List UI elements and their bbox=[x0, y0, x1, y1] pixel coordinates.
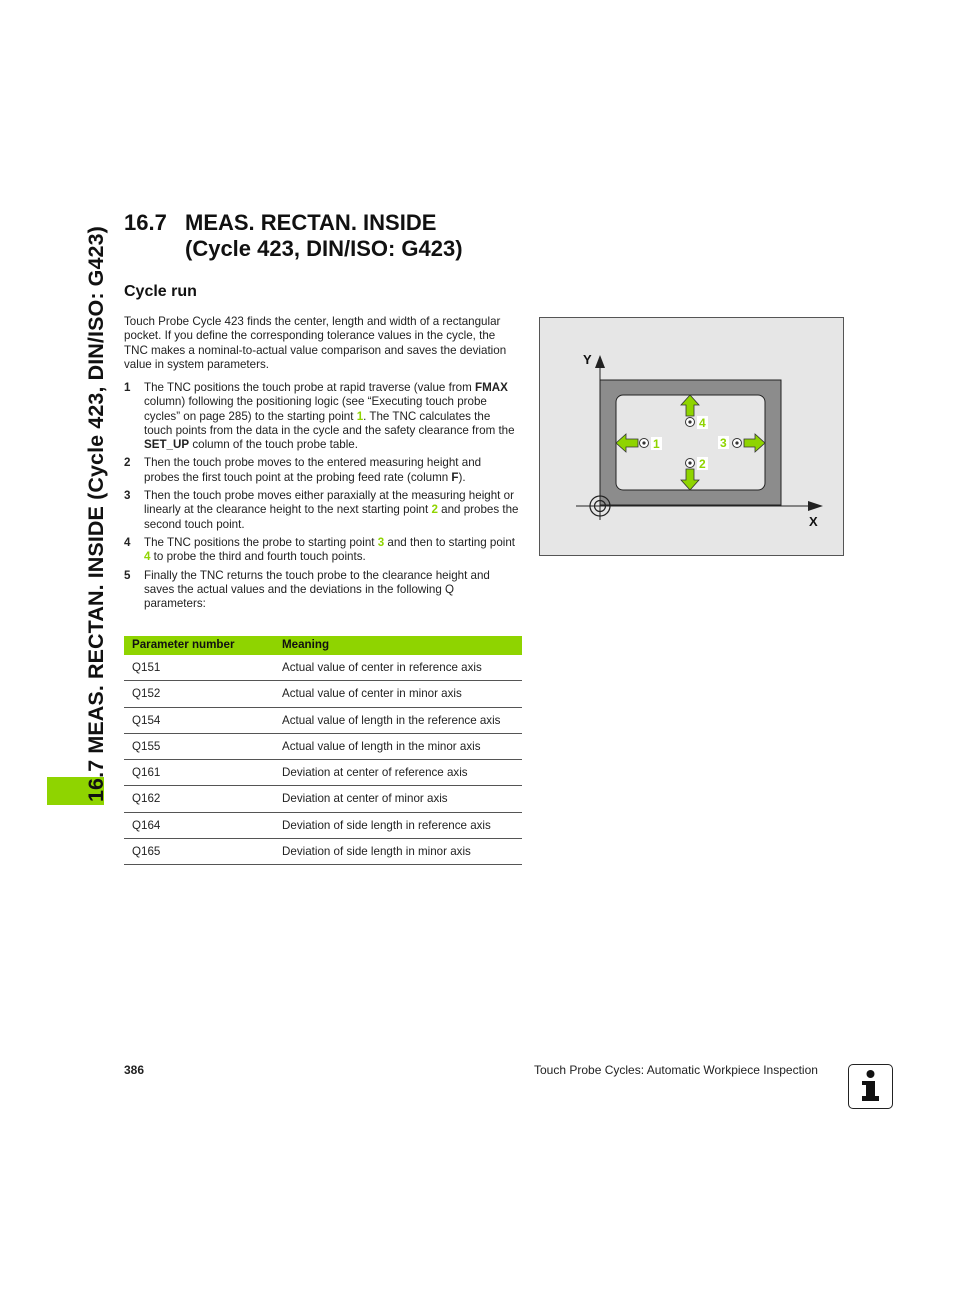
step-number: 5 bbox=[124, 568, 131, 582]
param-cell: Q162 bbox=[124, 786, 274, 812]
page-number: 386 bbox=[124, 1063, 145, 1077]
meaning-cell: Deviation of side length in minor axis bbox=[274, 839, 522, 865]
step-text: The TNC positions the probe to starting point bbox=[144, 535, 378, 549]
point-label-2: 2 bbox=[699, 457, 706, 471]
column-header-meaning: Meaning bbox=[274, 636, 522, 655]
step-point-ref: 3 bbox=[377, 535, 385, 549]
table-row bbox=[124, 733, 522, 759]
step-text: column of the touch probe table. bbox=[189, 438, 358, 452]
step-number: 4 bbox=[124, 535, 131, 549]
table-header-row bbox=[124, 636, 522, 655]
title-line-2: (Cycle 423, DIN/ISO: G423) bbox=[185, 236, 463, 261]
step-text: and probes the second touch point. bbox=[144, 503, 519, 531]
step-text: Then the touch probe moves to the entered measuring height and probes the first touch point at the probing feed rate (column bbox=[144, 456, 482, 484]
cycle-diagram bbox=[539, 317, 844, 556]
meaning-cell: Actual value of length in the minor axis bbox=[274, 733, 522, 759]
param-cell: Q155 bbox=[124, 733, 274, 759]
table-row bbox=[124, 707, 522, 733]
step-item bbox=[124, 536, 519, 565]
step-bold: FMAX bbox=[475, 381, 508, 394]
step-item bbox=[124, 489, 519, 532]
section-title bbox=[124, 210, 463, 262]
meaning-cell: Deviation of side length in reference axis bbox=[274, 812, 522, 838]
param-cell: Q165 bbox=[124, 839, 274, 865]
meaning-cell: Deviation at center of minor axis bbox=[274, 786, 522, 812]
x-axis-arrow bbox=[808, 501, 823, 511]
meaning-cell: Deviation at center of reference axis bbox=[274, 760, 522, 786]
step-text: . The TNC calculates the touch points from the data in the cycle and the safety clearance from the bbox=[144, 409, 515, 437]
param-cell: Q152 bbox=[124, 681, 274, 707]
table-row bbox=[124, 655, 522, 681]
step-text: Then the touch probe moves either paraxially at the measuring height or linearly at the clearance height to the next starting point bbox=[144, 489, 514, 517]
step-point-ref: 4 bbox=[144, 550, 151, 564]
subheading: Cycle run bbox=[124, 283, 197, 300]
x-axis-label: X bbox=[809, 514, 818, 529]
side-tab-text: 16.7 MEAS. RECTAN. INSIDE (Cycle 423, DIN/ISO: G423) bbox=[84, 226, 108, 802]
point-label-4: 4 bbox=[699, 416, 706, 430]
step-item bbox=[124, 381, 519, 452]
touch-point-marker bbox=[733, 439, 742, 448]
step-text: and then to starting point bbox=[384, 535, 516, 549]
step-text: column) following the positioning logic (see “Executing touch probe cycles” on page 285) to the starting point bbox=[144, 395, 487, 423]
parameter-table bbox=[124, 636, 522, 865]
point-label-1: 1 bbox=[653, 437, 660, 451]
step-point-ref: 1 bbox=[356, 409, 364, 423]
param-cell: Q151 bbox=[124, 655, 274, 681]
meaning-cell: Actual value of length in the reference axis bbox=[274, 707, 522, 733]
meaning-cell: Actual value of center in reference axis bbox=[274, 655, 522, 681]
table-row bbox=[124, 681, 522, 707]
diagram-svg bbox=[540, 318, 843, 555]
title-line-1: MEAS. RECTAN. INSIDE bbox=[185, 210, 437, 235]
step-bold: F bbox=[451, 470, 459, 484]
touch-point-marker bbox=[686, 418, 695, 427]
y-axis-arrow bbox=[595, 355, 605, 368]
meaning-cell: Actual value of center in minor axis bbox=[274, 681, 522, 707]
y-axis-label: Y bbox=[583, 352, 592, 367]
touch-point-marker bbox=[686, 459, 695, 468]
step-text: to probe the third and fourth touch points. bbox=[150, 550, 366, 564]
footer-chapter-title: Touch Probe Cycles: Automatic Workpiece Inspection bbox=[534, 1063, 818, 1077]
step-point-ref: 2 bbox=[431, 503, 438, 517]
step-number: 1 bbox=[124, 381, 131, 394]
intro-paragraph: Touch Probe Cycle 423 finds the center, length and width of a rectangular pocket. If you define the corresponding tolerance values in the cycle, the TNC makes a nominal-to-actual value comparison and saves the deviation value in system parameters. bbox=[124, 315, 507, 371]
step-item bbox=[124, 456, 519, 485]
step-text: Finally the TNC returns the touch probe to the clearance height and saves the actual values and the deviations in the following Q parameters: bbox=[144, 568, 490, 611]
step-item bbox=[124, 569, 519, 612]
param-cell: Q161 bbox=[124, 760, 274, 786]
step-bold: SET_UP bbox=[144, 438, 190, 452]
step-number: 2 bbox=[124, 456, 131, 470]
param-cell: Q164 bbox=[124, 812, 274, 838]
column-header-parameter: Parameter number bbox=[124, 636, 274, 655]
section-number: 16.7 bbox=[124, 210, 167, 235]
param-cell: Q154 bbox=[124, 707, 274, 733]
table-row bbox=[124, 839, 522, 865]
info-icon bbox=[848, 1064, 893, 1109]
step-text: ). bbox=[458, 470, 466, 484]
step-number: 3 bbox=[124, 489, 131, 503]
touch-point-marker bbox=[640, 439, 649, 448]
point-label-3: 3 bbox=[720, 436, 727, 450]
steps-list bbox=[124, 381, 519, 615]
step-text: The TNC positions the touch probe at rapid traverse (value from bbox=[144, 381, 476, 394]
table-row bbox=[124, 786, 522, 812]
table-row bbox=[124, 760, 522, 786]
table-row bbox=[124, 812, 522, 838]
side-tab-label bbox=[84, 192, 114, 802]
